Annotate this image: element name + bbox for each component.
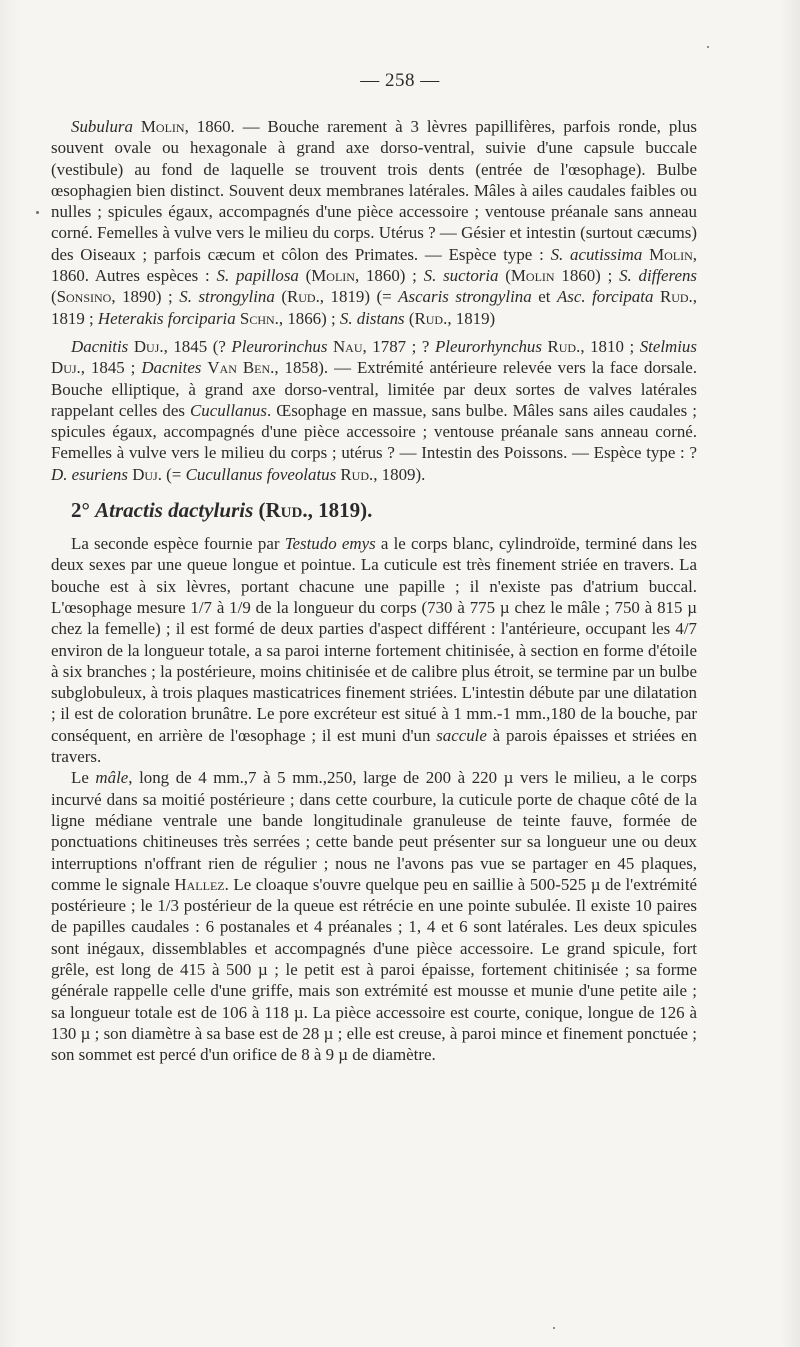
text-run: (= bbox=[161, 464, 186, 484]
italic-text: D. esuriens bbox=[51, 464, 128, 484]
text-run: , 1860. — Bouche rarement à 3 lèvres papillifères, parfois ronde, plus souvent ovale ou hexagonale à grand axe dorso-ventral, suivie d'une capsule buccale (vestibule) au fond de laquelle se trouvent trois dents (entrée de l'œsophage). Bulbe œsophagien bien distinct. Souvent deux membranes latérales. Mâles à ailes caudales faibles ou nulles ; spicules égaux, accompagnés d'une pièce accessoire ; ventouse préanale sans anneau corné. Femelles à vulve vers le milieu du corps. Utérus ? — Gésier et intestin (surtout cæcums) des Oiseaux ; parfois cæcum et côlon des Primates. — Espèce type : bbox=[51, 117, 697, 264]
author-name: Sonsino bbox=[56, 287, 112, 307]
author-name: Hallez bbox=[174, 874, 225, 894]
text-run: , 1845 ; bbox=[80, 358, 142, 378]
section-author: Rud. bbox=[265, 498, 308, 523]
text-run: . Œsophage en massue, sans bulbe. Mâles sans ailes caudales ; spicules égaux, accompagnés d'une pièce accessoire ; ventouse préanale sans anneau corné. Femelles à vulve vers le milieu du corps ; utérus ? — Intestin des Poissons. — Espèce type : ? bbox=[51, 400, 697, 463]
author-name: Rud. bbox=[340, 464, 374, 484]
text-run: Le bbox=[71, 768, 96, 788]
italic-text: S. suctoria bbox=[423, 266, 499, 286]
text-run: ( bbox=[498, 266, 511, 286]
italic-text: saccule bbox=[436, 725, 487, 745]
author-name: Rud. bbox=[414, 308, 448, 328]
italic-text: Ascaris strongylina bbox=[398, 287, 532, 307]
italic-text: Heterakis forciparia bbox=[97, 308, 236, 328]
author-name: Molin bbox=[311, 266, 355, 286]
paper-spot bbox=[36, 211, 39, 214]
author-name: Van Ben. bbox=[207, 358, 275, 378]
author-name: Rud. bbox=[547, 336, 581, 356]
text-run: , 1809). bbox=[373, 464, 426, 484]
page-number: — 258 — bbox=[360, 70, 440, 91]
italic-text: Cucullanus foveolatus bbox=[185, 464, 337, 484]
text-run: , 1860. Autres espèces : bbox=[51, 244, 697, 286]
text-run: , 1845 (? bbox=[163, 336, 232, 356]
paper-spot bbox=[553, 1327, 555, 1329]
italic-text: S. distans bbox=[339, 308, 405, 328]
section-species-name: Atractis dactyluris bbox=[95, 498, 254, 523]
author-name: Molin bbox=[140, 117, 185, 136]
paragraph-description bbox=[51, 533, 697, 767]
text-run: , 1860) ; bbox=[354, 266, 424, 286]
text-run: , 1819) (= bbox=[319, 287, 399, 307]
paragraph-male bbox=[51, 767, 697, 1065]
text-run: ( bbox=[51, 287, 57, 307]
paragraph-subulura bbox=[51, 116, 697, 329]
author-name: Nau bbox=[332, 336, 363, 356]
text-body bbox=[51, 116, 697, 1065]
text-run: . Le cloaque s'ouvre quelque peu en saillie à 500-525 µ de l'extrémité postérieure ; le 1/3 postérieur de la queue est rétrécie en une pointe subulée. Il existe 10 paires de papilles caudales : 6 postanales et 4 préanales ; 1, 4 et 6 sont latérales. Les deux spicules sont inégaux, dissemblables et accompagnés d'une pièce accessoire. Le grand spicule, fort grêle, est long de 415 à 500 µ ; le petit est à paroi épaisse, fortement chitinisée ; sa forme générale rappelle celle d'une griffe, mais son extrémité est mousse et munie d'une petite aile ; sa longueur totale est de 106 à 118 µ. La pièce accessoire est courte, conique, longue de 126 à 130 µ ; son diamètre à sa base est de 28 µ ; elle est creuse, à paroi mince et finement ponctuée ; son sommet est percé d'un orifice de 8 à 9 µ de diamètre. bbox=[51, 874, 698, 1065]
text-run: , 1890) ; bbox=[111, 287, 180, 307]
italic-text: S. acutissima bbox=[550, 244, 643, 264]
italic-text: Dacnites bbox=[141, 358, 202, 378]
italic-text: S. strongylina bbox=[179, 287, 275, 307]
text-run: , 1810 ; bbox=[580, 336, 640, 356]
text-run: et bbox=[531, 287, 557, 307]
section-number: 2° bbox=[71, 498, 90, 523]
text-run: , 1866) ; bbox=[278, 308, 340, 328]
italic-text: Subulura bbox=[71, 117, 133, 136]
text-run bbox=[133, 117, 141, 136]
author-name: Molin bbox=[649, 244, 693, 264]
text-run: , 1819 ; bbox=[51, 287, 697, 328]
section-heading: 2° Atractis dactyluris (Rud., 1819). bbox=[71, 498, 373, 523]
section-year: , 1819). bbox=[307, 498, 373, 523]
italic-text: Asc. forcipata bbox=[556, 287, 654, 307]
italic-text: Pleurorhynchus bbox=[434, 336, 542, 356]
author-name: Duj. bbox=[133, 336, 164, 356]
author-name: Rud. bbox=[659, 287, 693, 307]
text-run: ( bbox=[274, 287, 287, 307]
text-run: ( bbox=[298, 266, 312, 286]
text-run: ( bbox=[404, 308, 415, 328]
text-run: 1860) ; bbox=[554, 266, 620, 286]
italic-text: S. papillosa bbox=[216, 266, 299, 286]
italic-text: Pleurorinchus bbox=[231, 336, 328, 356]
text-run: , 1819) bbox=[447, 308, 496, 328]
text-run: La seconde espèce fournie par bbox=[71, 534, 285, 554]
italic-text: Testudo emys bbox=[284, 534, 376, 554]
italic-text: Stelmius bbox=[639, 336, 697, 356]
text-run: , 1858). — Extrémité antérieure relevée vers la face dorsale. Bouche elliptique, à grand axe dorso-ventral, limitée par deux sortes de valves latérales rappelant celles des bbox=[51, 358, 697, 420]
author-name: Duj. bbox=[51, 358, 81, 378]
text-run: , long de 4 mm.,7 à 5 mm.,250, large de 200 à 220 µ vers le milieu, a le corps incurvé dans sa moitié postérieure ; dans cette courbure, la cuticule porte de chaque côté de la ligne médiane ventrale une bande longitudinale granuleuse de teinte fauve, formée de ponctuations chitineuses très serrées ; cette bande peut présenter sur sa longueur une ou deux interruptions n'offrant rien de régulier ; nous ne l'avons pas vue se partager en 45 plaques, comme le signale bbox=[51, 768, 697, 894]
author-name: Molin bbox=[510, 266, 555, 286]
author-name: Schn. bbox=[239, 308, 279, 328]
author-name: Duj. bbox=[132, 464, 162, 484]
italic-text: mâle bbox=[95, 768, 129, 788]
author-name: Rud. bbox=[286, 287, 320, 307]
italic-text: Dacnitis bbox=[71, 336, 129, 356]
text-run: , 1787 ; ? bbox=[362, 336, 435, 356]
text-run: à parois épaisses et striées en travers. bbox=[51, 725, 697, 767]
paper-spot bbox=[707, 46, 709, 48]
text-run: a le corps blanc, cylindroïde, terminé dans les deux sexes par une queue longue et pointue. La cuticule est très finement striée en travers. La bouche est à six lèvres, portant chacune une papille ; il n'existe pas d'atrium buccal. L'œsophage mesure 1/7 à 1/9 de la longueur du corps (730 à 775 µ chez le mâle ; 750 à 815 µ chez la femelle) ; il est formé de deux parties d'aspect différent : l'antérieure, occupant les 4/7 environ de la longueur totale, a sa paroi interne fortement chitinisée, à section en forme d'étoile à six branches ; la postérieure, moins chitinisée et de calibre plus étroit, se termine par un bulbe subglobuleux, à trois plaques masticatrices finement striées. L'intestin débute par une dilatation ; il est de coloration brunâtre. Le pore excréteur est situé à 1 mm.-1 mm.,180 de la bouche, par conséquent, en arrière de l'œsophage ; il est muni d'un bbox=[51, 534, 697, 745]
paragraph-dacnitis bbox=[51, 336, 697, 485]
italic-text: S. differens bbox=[619, 266, 697, 286]
italic-text: Cucullanus bbox=[189, 400, 267, 420]
